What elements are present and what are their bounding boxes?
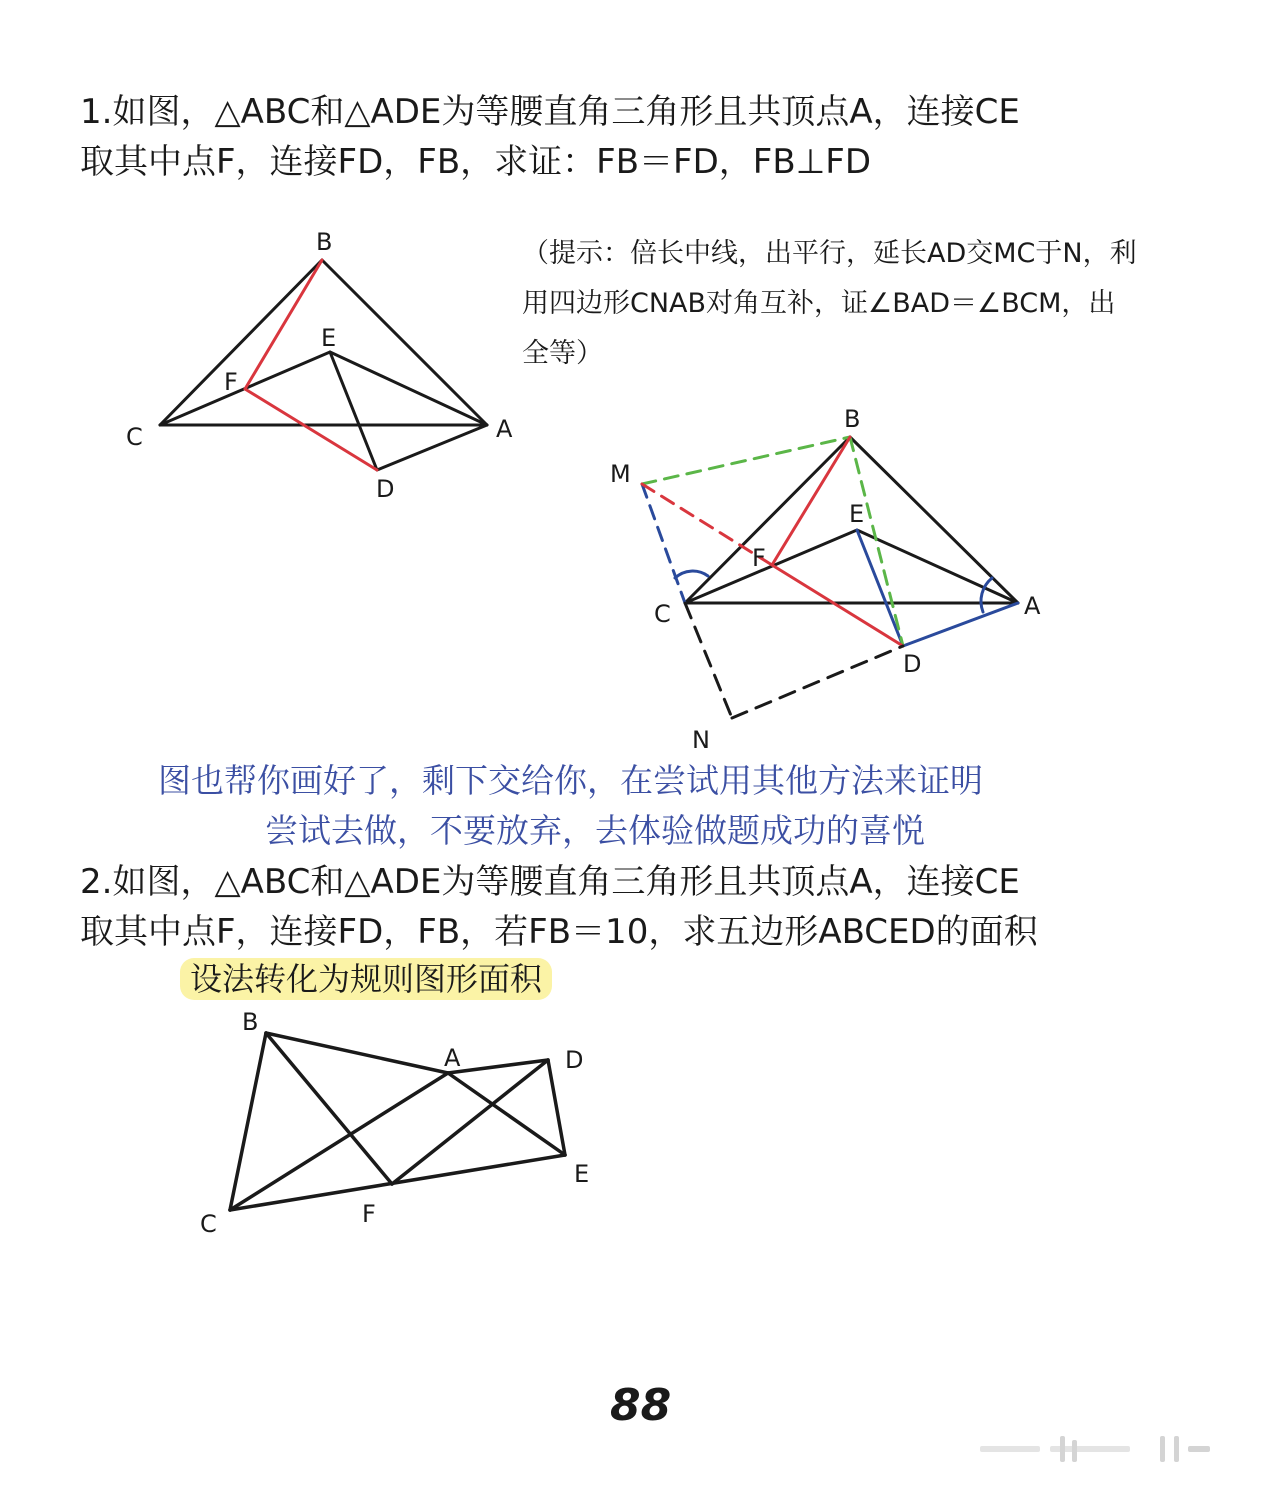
figure-2	[642, 437, 1018, 718]
page-number: 88	[610, 1380, 672, 1431]
hint-line1: （提示：倍长中线，出平行，延长AD交MC于N，利	[522, 238, 1137, 269]
fig2-label-N: N	[692, 726, 710, 754]
fig2-label-C: C	[654, 600, 671, 628]
fig3-label-D: D	[565, 1046, 584, 1074]
fig2-segment-MB	[642, 437, 850, 484]
figure-3	[230, 1033, 565, 1210]
fig2-label-E: E	[849, 500, 865, 528]
fig2-segment-BD	[850, 437, 903, 646]
fig2-label-D: D	[903, 650, 922, 678]
watermark-logo	[960, 1432, 1260, 1468]
fig1-segment-DA	[377, 425, 487, 470]
fig3-segment-BC	[230, 1033, 266, 1210]
fig3-segment-CA	[230, 1073, 448, 1210]
fig1-segment-FD	[245, 389, 377, 470]
fig2-label-M: M	[610, 460, 631, 488]
figure-1	[160, 260, 487, 470]
fig1-label-B: B	[316, 228, 333, 256]
encourage-line1: 图也帮你画好了，剩下交给你，在尝试用其他方法来证明	[158, 761, 983, 800]
fig2-angle-BAD	[981, 578, 992, 612]
fig1-label-D: D	[376, 475, 395, 503]
fig3-label-C: C	[200, 1210, 217, 1238]
fig2-label-B: B	[844, 405, 861, 433]
fig2-segment-CE	[685, 530, 857, 603]
fig1-label-C: C	[126, 423, 143, 451]
fig2-segment-MC	[642, 484, 685, 603]
fig2-segment-BC	[685, 437, 850, 603]
fig3-label-F: F	[362, 1200, 376, 1228]
fig2-segment-ND	[732, 646, 903, 718]
fig3-label-E: E	[574, 1160, 590, 1188]
problem1-line1: 1.如图，△ABC和△ADE为等腰直角三角形且共顶点A，连接CE	[80, 92, 1020, 132]
fig2-segment-CN	[685, 603, 732, 718]
encourage-line2: 尝试去做，不要放弃，去体验做题成功的喜悦	[265, 811, 925, 850]
fig3-label-A: A	[444, 1044, 461, 1072]
fig2-label-A: A	[1024, 592, 1041, 620]
fig1-label-A: A	[496, 415, 513, 443]
fig2-label-F: F	[752, 544, 766, 572]
problem2-tip-highlight: 设法转化为规则图形面积	[180, 958, 552, 1000]
fig3-segment-DE	[548, 1060, 565, 1155]
fig2-segment-DA	[903, 603, 1018, 646]
hint-line2: 用四边形CNAB对角互补，证∠BAD＝∠BCM，出	[522, 288, 1116, 319]
fig2-angle-BCM	[675, 571, 708, 578]
problem2-line1: 2.如图，△ABC和△ADE为等腰直角三角形且共顶点A，连接CE	[80, 862, 1020, 902]
fig1-segment-FB	[245, 260, 322, 389]
fig3-label-B: B	[242, 1008, 259, 1036]
fig2-segment-FB	[772, 437, 850, 565]
fig1-segment-BC	[160, 260, 322, 425]
fig3-segment-FD	[392, 1060, 548, 1184]
fig3-segment-EC	[230, 1155, 565, 1210]
fig1-label-F: F	[224, 368, 238, 396]
fig3-segment-AE	[448, 1073, 565, 1155]
hint-line3: 全等）	[522, 338, 603, 369]
fig1-segment-BA	[322, 260, 487, 425]
problem1-line2: 取其中点F，连接FD，FB，求证：FB＝FD，FB⊥FD	[80, 142, 872, 182]
problem2-line2: 取其中点F，连接FD，FB，若FB＝10，求五边形ABCED的面积	[80, 912, 1038, 952]
fig2-segment-FD	[772, 565, 903, 646]
fig1-label-E: E	[321, 324, 337, 352]
